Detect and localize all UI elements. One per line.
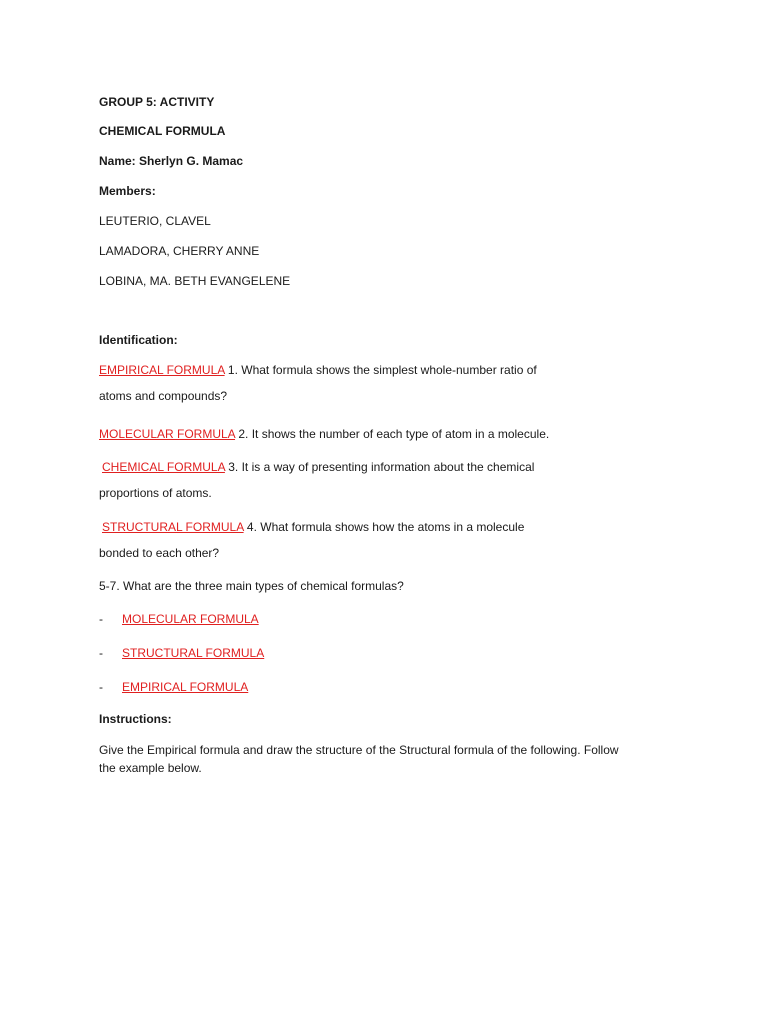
- instructions-line-1: Give the Empirical formula and draw the structure of the Structural formula of the following. Follow: [99, 743, 619, 757]
- type-item-3: EMPIRICAL FORMULA: [122, 680, 249, 694]
- question-1-text: 1. What formula shows the simplest whole-number ratio of: [224, 363, 537, 377]
- answer-1: EMPIRICAL FORMULA: [99, 363, 225, 377]
- bullet-1: -: [99, 612, 103, 626]
- question-3-text: 3. It is a way of presenting information about the chemical: [224, 460, 535, 474]
- question-3-cont: proportions of atoms.: [99, 486, 212, 500]
- question-1-cont: atoms and compounds?: [99, 389, 228, 403]
- identification-label: Identification:: [99, 333, 178, 347]
- type-item-1: MOLECULAR FORMULA: [122, 612, 259, 626]
- member-3: LOBINA, MA. BETH EVANGELENE: [99, 274, 291, 288]
- group-heading: GROUP 5: ACTIVITY: [99, 95, 215, 109]
- question-2-text: 2. It shows the number of each type of atom in a molecule.: [235, 427, 550, 441]
- bullet-2: -: [99, 646, 103, 660]
- instructions-label: Instructions:: [99, 712, 172, 726]
- student-name: Name: Sherlyn G. Mamac: [99, 154, 244, 168]
- member-1: LEUTERIO, CLAVEL: [99, 214, 211, 228]
- answer-2: MOLECULAR FORMULA: [99, 427, 236, 441]
- members-label: Members:: [99, 184, 156, 198]
- question-1: [99, 362, 537, 378]
- question-4: [102, 519, 524, 535]
- question-4-text: 4. What formula shows how the atoms in a molecule: [243, 520, 525, 534]
- question-2: [99, 426, 549, 442]
- topic-heading: CHEMICAL FORMULA: [99, 124, 226, 138]
- member-2: LAMADORA, CHERRY ANNE: [99, 244, 260, 258]
- bullet-3: -: [99, 680, 103, 694]
- answer-3: CHEMICAL FORMULA: [102, 460, 225, 474]
- types-question: 5-7. What are the three main types of chemical formulas?: [99, 579, 404, 593]
- answer-4: STRUCTURAL FORMULA: [102, 520, 244, 534]
- type-item-2: STRUCTURAL FORMULA: [122, 646, 265, 660]
- instructions-line-2: the example below.: [99, 761, 202, 775]
- question-3: [102, 459, 534, 475]
- question-4-cont: bonded to each other?: [99, 546, 220, 560]
